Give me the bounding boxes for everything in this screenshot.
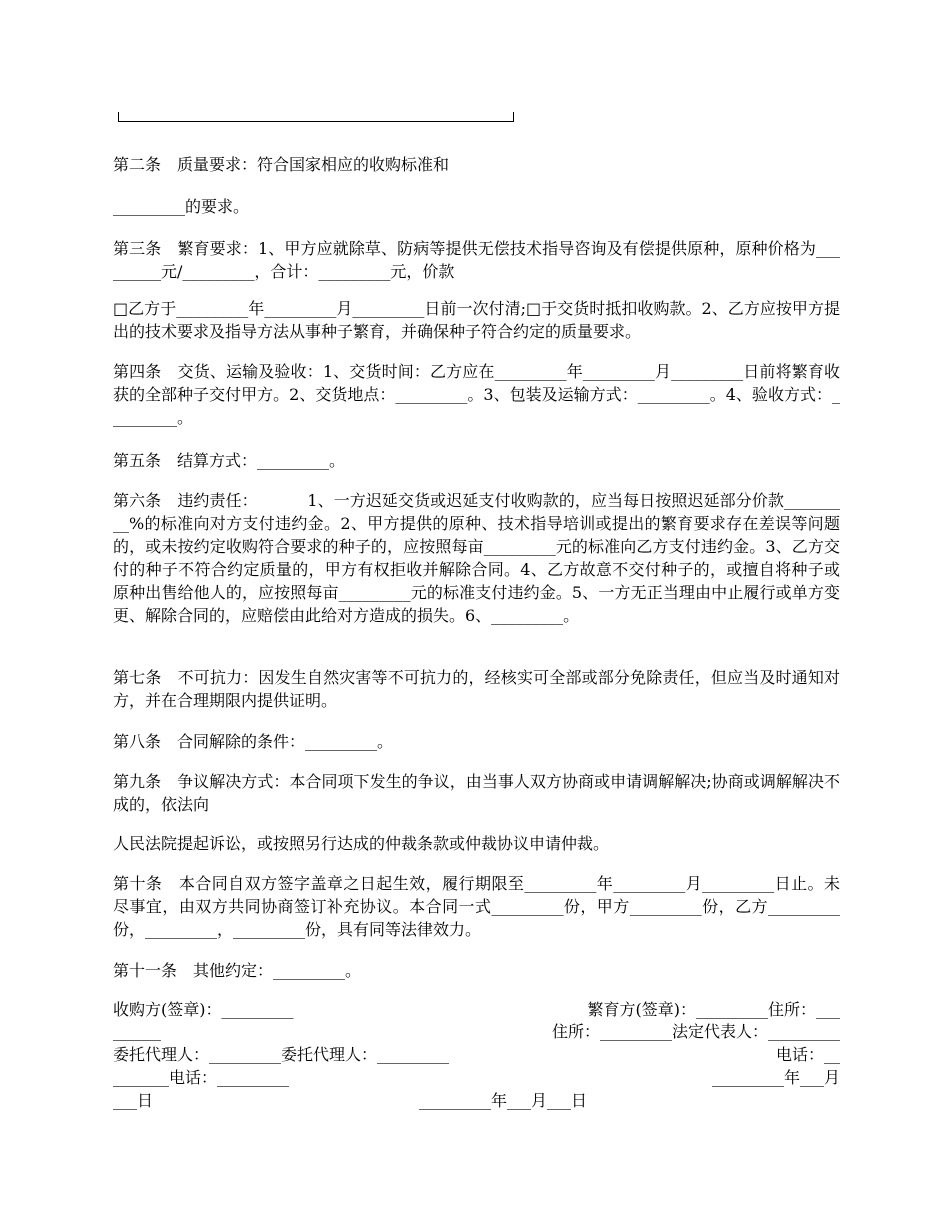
clause-6-head: 第六条 违约责任： <box>113 491 258 510</box>
clause-2-line-1: 第二条 质量要求：符合国家相应的收购标准和 <box>113 155 450 174</box>
date-right: _________年___月 <box>711 1068 840 1087</box>
clause-10: 第十条 本合同自双方签字盖章之日起生效，履行期限至_________年_________月_________日止。未尽事宜，由双方共同协商签订补充协议。本合同一式_________份，甲方_________份，乙方_________份，_________，_________份，具有同等法律效力。 <box>113 874 840 939</box>
table-bottom-border <box>118 112 514 122</box>
clause-5: 第五条 结算方式：_________。 <box>113 451 346 470</box>
clause-3-part-2: □乙方于_________年_________月_________日前一次付清;□于交货时抵扣收购款。2、乙方应按甲方提出的技术要求及指导方法从事种子繁育，并确保种子符合约定的质量要求。 <box>113 299 840 341</box>
signature-row-2 <box>113 1021 840 1043</box>
clause-4: 第四条 交货、运输及验收：1、交货时间：乙方应在_________年_________月_________日前将繁育收获的全部种子交付甲方。2、交货地点：_________。3、包装及运输方式：_________。4、验收方式：_________。 <box>113 362 840 427</box>
clause-3-part-1: 第三条 繁育要求：1、甲方应就除草、防病等提供无偿技术指导咨询及有偿提供原种，原种价格为_________元/_________，合计：_________元，价款 <box>113 239 840 281</box>
signature-row-4 <box>113 1067 840 1089</box>
clause-6-body: 1、一方迟延交货或迟延支付收购款的，应当每日按照迟延部分价款_________%的标准向对方支付违约金。2、甲方提供的原种、技术指导培训或提出的繁育要求存在差误等问题的，或未按约定收购符合要求的种子的，应按照每亩_________元的标准向乙方支付违约金。3、乙方交付的种子不符合约定质量的，甲方有权拒收并解除合同。4、乙方故意不交付种子的，或擅自将种子或原种出售给他人的，应按照每亩_________元的标准支付违约金。5、一方无正当理由中止履行或单方变更、解除合同的，应赔偿由此给对方造成的损失。6、_________。 <box>113 491 840 625</box>
breeder-signature: 繁育方(签章)：_________住所：___ <box>587 1000 840 1019</box>
signature-row-5 <box>113 1090 840 1112</box>
clause-9-line-2: 人民法院提起诉讼，或按照另行达成的仲裁条款或仲裁协议申请仲裁。 <box>113 834 610 853</box>
phone-right: 电话：__ <box>775 1045 840 1064</box>
day-left: ___日 <box>113 1091 154 1110</box>
phone-left: _______电话：_________ <box>113 1068 290 1087</box>
agents: 委托代理人：_________委托代理人：_________ <box>113 1045 450 1064</box>
address-representative: 住所：_________法定代表人：_________ <box>551 1022 840 1041</box>
clause-11: 第十一条 其他约定：_________。 <box>113 961 362 980</box>
clause-6 <box>113 489 840 627</box>
clause-7: 第七条 不可抗力：因发生自然灾害等不可抗力的，经核实可全部或部分免除责任，但应当及时通知对方，并在合理期限内提供证明。 <box>113 668 840 710</box>
blank-line: ______ <box>113 1022 161 1041</box>
clause-8: 第八条 合同解除的条件：_________。 <box>113 732 394 751</box>
clause-2-line-2: _________的要求。 <box>113 197 250 216</box>
buyer-signature: 收购方(签章)：_________ <box>113 1000 294 1019</box>
signature-row-3 <box>113 1044 840 1066</box>
date-middle: _________年___月___日 <box>419 1091 588 1110</box>
signature-row-1 <box>113 999 840 1021</box>
clause-9-line-1: 第九条 争议解决方式：本合同项下发生的争议，由当事人双方协商或申请调解解决;协商或调解解决不成的，依法向 <box>113 772 840 814</box>
